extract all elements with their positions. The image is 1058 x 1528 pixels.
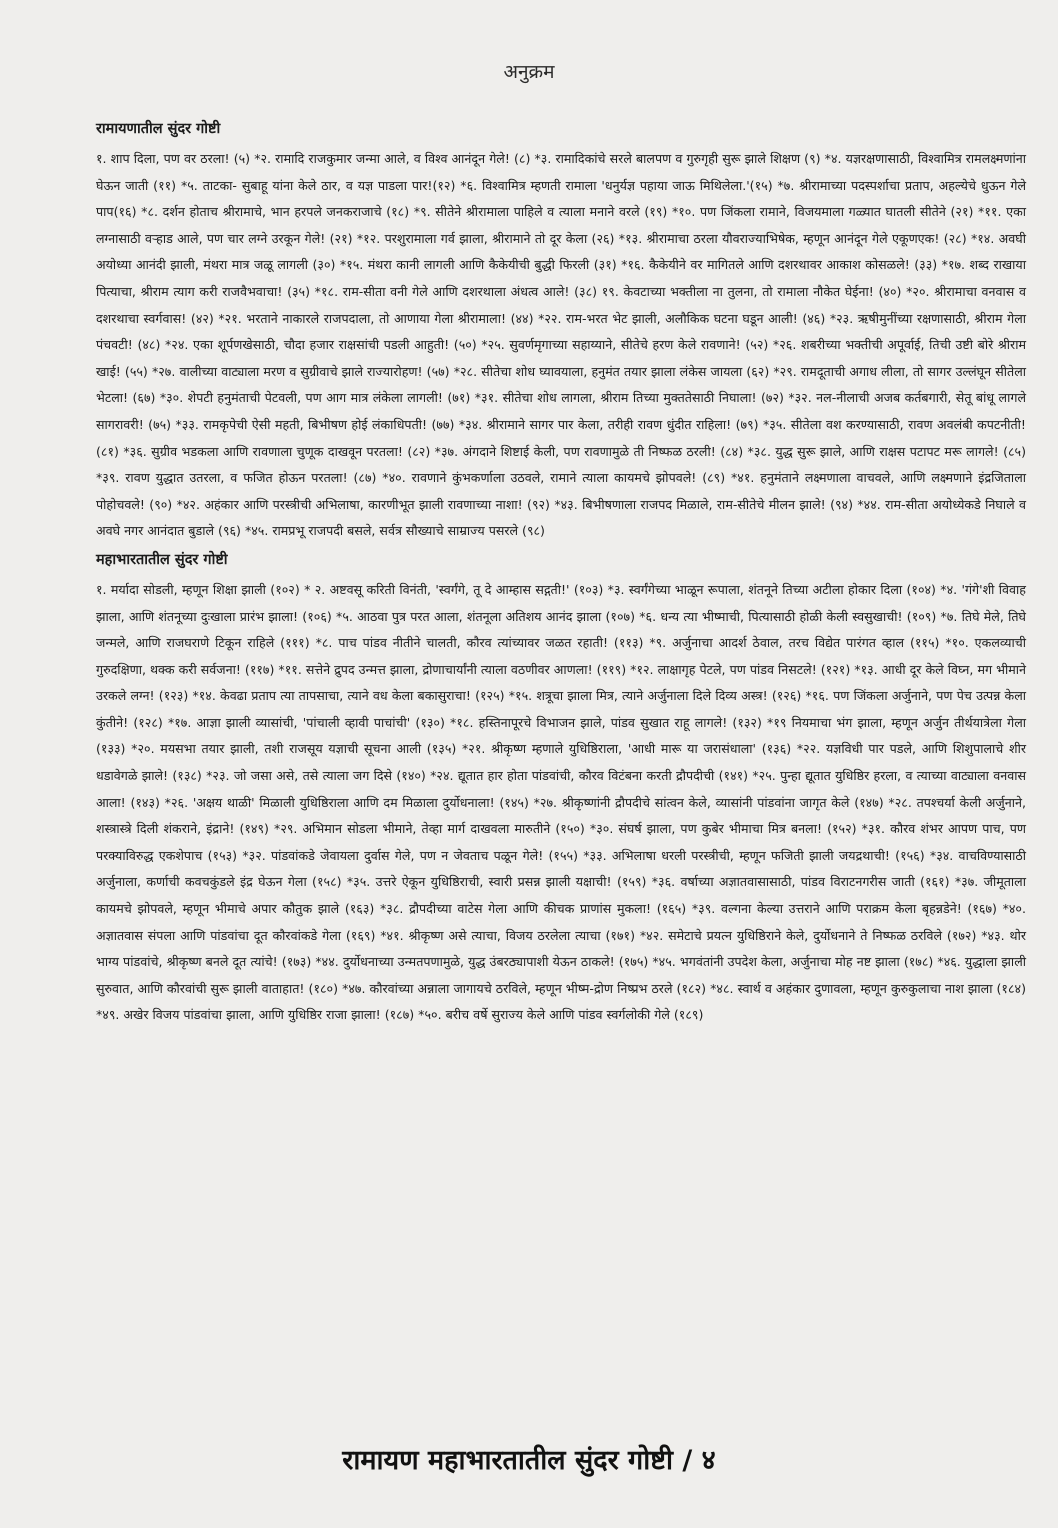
section-heading: महाभारतातील सुंदर गोष्टी [96, 551, 228, 568]
table-of-contents [96, 118, 1026, 1033]
page-title: अनुक्रम [503, 61, 555, 83]
page-footer: रामायण महाभारतातील सुंदर गोष्टी / ४ [342, 1445, 716, 1476]
section-contents: १. शाप दिला, पण वर ठरला! (५) *२. रामादि राजकुमार जन्मा आले, व विश्व आनंदून गेले! (८) *३. रामादिकांचे सरले बालपण व गुरुगृही सुरू झाले शिक्षण (९) *४. यज्ञरक्षणासाठी, विश्वामित्र रामलक्ष्मणांना घेऊन जाती (११) *५. ताटका- सुबाहू यांना केले ठार, व यज्ञ पाडला पार!(१२) *६. विश्वामित्र म्हणती रामाला 'धनुर्यज्ञ पहाया जाऊ मिथिलेला.'(१५) *७. श्रीरामाच्या पदस्पर्शाचा प्रताप, अहल्येचे धुऊन गेले पाप(१६) *८. दर्शन होताच श्रीरामाचे, भान हरपले जनकराजाचे (१८) *९. सीतेने श्रीरामाला पाहिले व त्याला मनाने वरले (१९) *१०. पण जिंकला रामाने, विजयमाला गळ्यात घातली सीतेने (२१) *११. एका लग्नासाठी वऱ्हाड आले, पण चार लग्ने उरकून गेले! (२१) *१२. परशुरामाला गर्व झाला, श्रीरामाने तो दूर केला (२६) *१३. श्रीरामाचा ठरला यौवराज्याभिषेक, म्हणून आनंदून गेले एकूणएक! (२८) *१४. अवघी अयोध्या आनंदी झाली, मंथरा मात्र जळू लागली (३०) *१५. मंथरा कानी लागली आणि कैकेयीची बुद्धी फिरली (३१) *१६. कैकेयीने वर मागितले आणि दशरथावर आकाश कोसळले! (३३) *१७. शब्द राखाया पित्याचा, श्रीराम त्याग करी राजवैभवाचा! (३५) *१८. राम-सीता वनी गेले आणि दशरथाला अंधत्व आले! (३८) १९. केवटाच्या भक्तीला ना तुलना, तो रामाला नौकेत घेईना! (४०) *२०. श्रीरामाचा वनवास व दशरथाचा स्वर्गवास! (४२) *२१. भरताने नाकारले राजपदाला, तो आणाया गेला श्रीरामाला! (४४) *२२. राम-भरत भेट झाली, अलौकिक घटना घडून आली! (४६) *२३. ऋषीमुनींच्या रक्षणासाठी, श्रीराम गेला पंचवटी! (४८) *२४. एका शूर्पणखेसाठी, चौदा हजार राक्षसांची पडली आहुती! (५०) *२५. सुवर्णमृगाच्या सहाय्याने, सीतेचे हरण केले रावणाने! (५२) *२६. शबरीच्या भक्तीची अपूर्वाई, तिची उष्टी बोरे श्रीराम खाई! (५५) *२७. वालीच्या वाट्याला मरण व सुग्रीवाचे झाले राज्यारोहण! (५७) *२८. सीतेचा शोध घ्यावयाला, हनुमंत तयार झाला लंकेस जायला (६२) *२९. रामदूताची अगाध लीला, तो सागर उल्लंघून सीतेला भेटला! (६७) *३०. शेपटी हनुमंताची पेटवली, पण आग मात्र लंकेला लागली! (७१) *३१. सीतेचा शोध लागला, श्रीराम तिच्या मुक्ततेसाठी निघाला! (७२) *३२. नल-नीलाची अजब कर्तबगारी, सेतू बांधू लागले सागरावरी! (७५) *३३. रामकृपेची ऐसी महती, बिभीषण होई लंकाधिपती! (७७) *३४. श्रीरामाने सागर पार केला, तरीही रावण धुंदीत राहिला! (७९) *३५. सीतेला वश करण्यासाठी, रावण अवलंबी कपटनीती! (८१) *३६. सुग्रीव भडकला आणि रावणाला चुणूक दाखवून परतला! (८२) *३७. अंगदाने शिष्टाई केली, पण रावणामुळे ती निष्फळ ठरली! (८४) *३८. युद्ध सुरू झाले, आणि राक्षस पटापट मरू लागले! (८५) *३९. रावण युद्धात उतरला, व फजित होऊन परतला! (८७) *४०. रावणाने कुंभकर्णाला उठवले, रामाने त्याला कायमचे झोपवले! (८९) *४१. हनुमंताने लक्ष्मणाला वाचवले, आणि लक्ष्मणाने इंद्रजिताला पोहोचवले! (९०) *४२. अहंकार आणि परस्त्रीची अभिलाषा, कारणीभूत झाली रावणाच्या नाशा! (९२) *४३. बिभीषणाला राजपद मिळाले, राम-सीतेचे मीलन झाले! (९४) *४४. राम-सीता अयोध्येकडे निघाले व अवघे नगर आनंदात बुडाले (९६) *४५. रामप्रभू राजपदी बसले, सर्वत्र सौख्याचे साम्राज्य पसरले (९८) [96, 151, 1026, 539]
section-mahabharata [96, 549, 1026, 1029]
section-ramayana [96, 118, 1026, 545]
section-heading: रामायणातील सुंदर गोष्टी [96, 121, 221, 137]
section-contents: १. मर्यादा सोडली, म्हणून शिक्षा झाली (१०२) * २. अष्टवसू करिती विनंती, 'स्वर्गंगे, तू दे आम्हास सद्गती!' (१०३) *३. स्वर्गंगेच्या भाळून रूपाला, शंतनूने तिच्या अटीला होकार दिला (१०४) *४. 'गंगे'शी विवाह झाला, आणि शंतनूच्या दुःखाला प्रारंभ झाला! (१०६) *५. आठवा पुत्र परत आला, शंतनूला अतिशय आनंद झाला (१०७) *६. धन्य त्या भीष्माची, पित्यासाठी होळी केली स्वसुखाची! (१०९) *७. तिघे मेले, तिघे जन्मले, आणि राजघराणे टिकून राहिले (१११) *८. पाच पांडव नीतीने चालती, कौरव त्यांच्यावर जळत रहाती! (११३) *९. अर्जुनाचा आदर्श ठेवाल, तरच विद्येत पारंगत व्हाल (११५) *१०. एकलव्याची गुरुदक्षिणा, थक्क करी सर्वजना! (११७) *११. सत्तेने द्रुपद उन्मत्त झाला, द्रोणाचार्यांनी त्याला वठणीवर आणला! (११९) *१२. लाक्षागृह पेटले, पण पांडव निसटले! (१२१) *१३. आधी दूर केले विघ्न, मग भीमाने उरकले लग्न! (१२३) *१४. केवढा प्रताप त्या तापसाचा, त्याने वध केला बकासुराचा! (१२५) *१५. शत्रूचा झाला मित्र, त्याने अर्जुनाला दिले दिव्य अस्त्र! (१२६) *१६. पण जिंकला अर्जुनाने, पण पेच उत्पन्न केला कुंतीने! (१२८) *१७. आज्ञा झाली व्यासांची, 'पांचाली व्हावी पाचांची' (१३०) *१८. हस्तिनापूरचे विभाजन झाले, पांडव सुखात राहू लागले! (१३२) *१९ नियमाचा भंग झाला, म्हणून अर्जुन तीर्थयात्रेला गेला (१३३) *२०. मयसभा तयार झाली, तशी राजसूय यज्ञाची सूचना आली (१३५) *२१. श्रीकृष्ण म्हणाले युधिष्ठिराला, 'आधी मारू या जरासंधाला' (१३६) *२२. यज्ञविधी पार पडले, आणि शिशुपालाचे शीर धडावेगळे झाले! (१३८) *२३. जो जसा असे, तसे त्याला जग दिसे (१४०) *२४. द्यूतात हार होता पांडवांची, कौरव विटंबना करती द्रौपदीची (१४१) *२५. पुन्हा द्यूतात युधिष्ठिर हरला, व त्याच्या वाट्याला वनवास आला! (१४३) *२६. 'अक्षय थाळी' मिळाली युधिष्ठिराला आणि दम मिळाला दुर्योधनाला! (१४५) *२७. श्रीकृष्णांनी द्रौपदीचे सांत्वन केले, व्यासांनी पांडवांना जागृत केले (१४७) *२८. तपश्चर्या केली अर्जुनाने, शस्त्रास्त्रे दिली शंकराने, इंद्राने! (१४९) *२९. अभिमान सोडला भीमाने, तेव्हा मार्ग दाखवला मारुतीने (१५०) *३०. संघर्ष झाला, पण कुबेर भीमाचा मित्र बनला! (१५२) *३१. कौरव शंभर आपण पाच, पण परक्याविरुद्ध एकशेपाच (१५३) *३२. पांडवांकडे जेवायला दुर्वास गेले, पण न जेवताच पळून गेले! (१५५) *३३. अभिलाषा धरली परस्त्रीची, म्हणून फजिती झाली जयद्रथाची! (१५६) *३४. वाचविण्यासाठी अर्जुनाला, कर्णाची कवचकुंडले इंद्र घेऊन गेला (१५८) *३५. उत्तरे ऐकून युधिष्ठिराची, स्वारी प्रसन्न झाली यक्षाची! (१५९) *३६. वर्षाच्या अज्ञातवासासाठी, पांडव विराटनगरीस जाती (१६१) *३७. जीमूताला कायमचे झोपवले, म्हणून भीमाचे अपार कौतुक झाले (१६३) *३८. द्रौपदीच्या वाटेस गेला आणि कीचक प्राणांस मुकला! (१६५) *३९. वल्गना केल्या उत्तराने आणि पराक्रम केला बृहन्नडेने! (१६७) *४०. अज्ञातवास संपला आणि पांडवांचा दूत कौरवांकडे गेला (१६९) *४१. श्रीकृष्ण असे त्याचा, विजय ठरलेला त्याचा (१७१) *४२. समेटाचे प्रयत्न युधिष्ठिराने केले, दुर्योधनाने ते निष्फळ ठरविले (१७२) *४३. थोर भाग्य पांडवांचे, श्रीकृष्ण बनले दूत त्यांचे! (१७३) *४४. दुर्योधनाच्या उन्मतपणामुळे, युद्ध उंबरठ्यापाशी येऊन ठाकले! (१७५) *४५. भगवंतांनी उपदेश केला, अर्जुनाचा मोह नष्ट झाला (१७८) *४६. युद्धाला झाली सुरुवात, आणि कौरवांची सुरू झाली वाताहात! (१८०) *४७. कौरवांच्या अन्नाला जागायचे ठरविले, म्हणून भीष्म-द्रोण निष्प्रभ ठरले (१८२) *४८. स्वार्थ व अहंकार दुणावला, म्हणून कुरुकुलाचा नाश झाला (१८४) *४९. अखेर विजय पांडवांचा झाला, आणि युधिष्ठिर राजा झाला! (१८७) *५०. बरीच वर्षे सुराज्य केले आणि पांडव स्वर्गलोकी गेले (१८९) [96, 581, 1026, 1023]
